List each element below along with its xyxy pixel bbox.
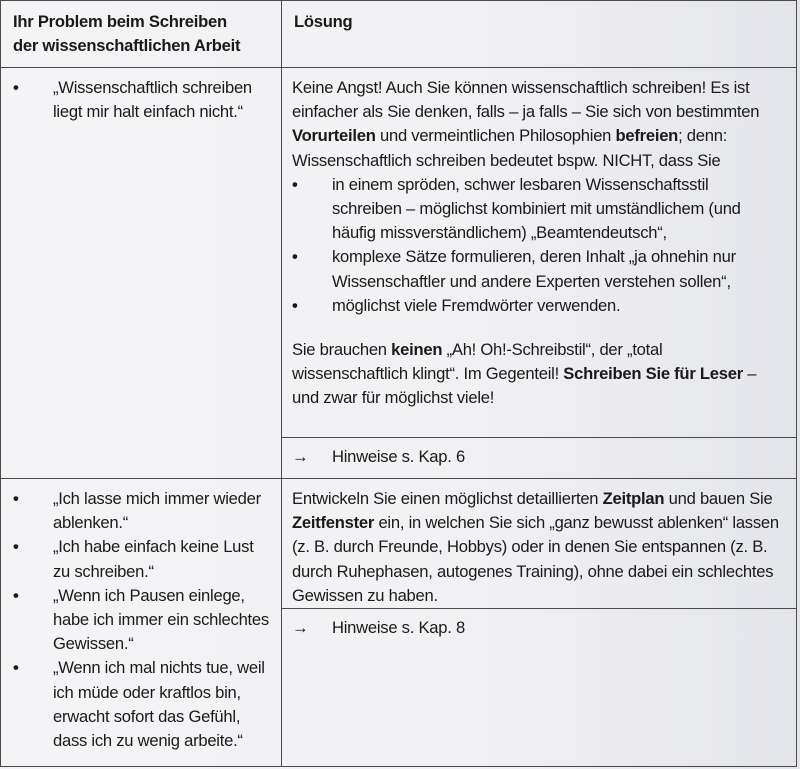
problem-item: • „Wenn ich Pausen einlege, habe ich immer ein schlechtes Gewissen.“ (13, 584, 271, 657)
bullet-icon: • (292, 174, 298, 194)
solution-bullet: • komplexe Sätze formulieren, deren Inhalt „ja ohnehin nur Wissenschaftler und andere Experten verstehen sollen“, (292, 245, 782, 293)
solution-paragraph-1: Keine Angst! Auch Sie können wissenschaftlich schreiben! Es ist einfacher als Sie denken, falls – ja falls – Sie sich von bestimmten Vorurteilen und vermeintlichen Philosophien befreien; denn: Wissenschaftlich schreiben bedeutet bspw. NICHT, dass Sie (292, 78, 760, 170)
header-problem-line1: Ihr Problem beim Schreiben (13, 12, 227, 31)
solution-bullet: • in einem spröden, schwer lesbaren Wissenschaftsstil schreiben – möglichst kombiniert mit umständlichem (und häufig missverständlichem) „Beamtendeutsch“, (292, 173, 782, 246)
solution-bullet: • möglichst viele Fremdwörter verwenden. (292, 294, 782, 318)
solution-paragraph: Entwickeln Sie einen möglichst detaillierten Zeitplan und bauen Sie Zeitfenster ein, in welchen Sie sich „ganz bewusst ablenken“ lassen (z. B. durch Freunde, Hobbys) oder in denen Sie entspannen (z. B. durch Ruhephasen, autogenes Training), ohne dabei ein schlechtes Gewissen zu haben. (292, 489, 779, 605)
emphasis: keinen (391, 340, 443, 360)
emphasis: Zeitplan (602, 489, 665, 508)
problem-item (13, 76, 271, 124)
arrow-right-icon: → (292, 447, 309, 466)
row-2-reference-cell (282, 609, 797, 767)
solution-paragraph-2: Sie brauchen keinen „Ah! Oh!-Schreibstil“, der „total wissenschaftlich klingt“. Im Gegenteil! Schreiben Sie für Leser – und zwar für möglichst viele! (292, 340, 757, 408)
problem-item: • „Ich habe einfach keine Lust zu schreiben.“ (13, 535, 271, 583)
chapter-reference: Hinweise s. Kap. 6 (332, 447, 465, 466)
header-row (1, 1, 797, 68)
bullet-icon: • (13, 585, 19, 605)
row-1-solution-cell (282, 68, 797, 438)
row-1-problem-cell (1, 68, 282, 479)
emphasis: Schreiben Sie für Leser (563, 364, 743, 384)
problem-item: • „Ich lasse mich immer wieder ablenken.“ (13, 487, 271, 535)
header-problem (1, 1, 282, 68)
problem-item: • „Wenn ich mal nichts tue, weil ich müde oder kraftlos bin, erwacht sofort das Gefühl, dass ich zu wenig arbeite.“ (13, 656, 271, 753)
emphasis: befreien (615, 126, 679, 146)
arrow-right-icon: → (292, 618, 309, 638)
bullet-icon: • (13, 78, 19, 97)
row-1-reference-cell (282, 438, 797, 479)
bullet-icon: • (13, 489, 19, 508)
bullet-icon: • (292, 247, 298, 267)
bullet-icon: • (292, 295, 298, 315)
chapter-reference: Hinweise s. Kap. 8 (332, 618, 465, 638)
bullet-icon: • (13, 537, 19, 557)
row-1 (1, 68, 797, 438)
problem-text: „Wissenschaftlich schreiben liegt mir halt einfach nicht.“ (53, 78, 252, 122)
emphasis: Vorurteilen (292, 126, 376, 146)
emphasis: Zeitfenster (292, 513, 375, 533)
row-2 (1, 479, 797, 609)
header-solution: Lösung (282, 1, 797, 68)
row-2-problem-cell (1, 479, 282, 767)
bullet-icon: • (13, 658, 19, 678)
header-problem-line2: der wissenschaftlichen Arbeit (13, 36, 241, 56)
row-2-solution-cell (282, 479, 797, 609)
